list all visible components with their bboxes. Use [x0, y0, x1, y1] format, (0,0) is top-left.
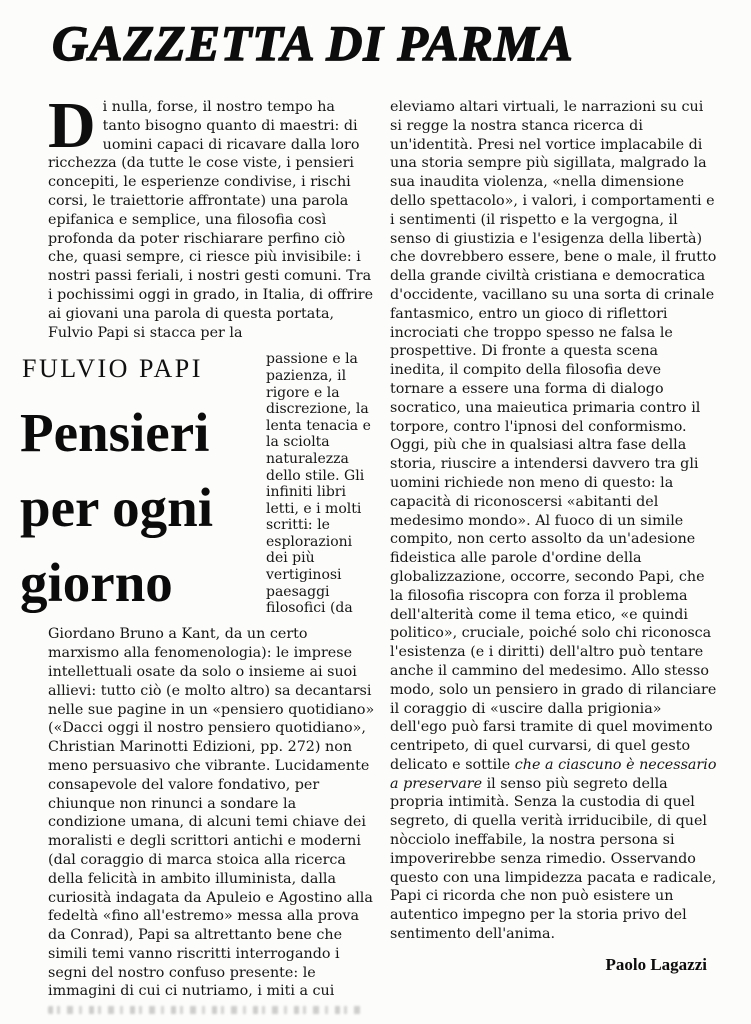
headline-wrap-section	[20, 349, 375, 620]
paragraph-right	[390, 98, 717, 944]
right-text-roman-1: eleviamo altari virtuali, le narrazioni su cui si regge la nostra stanca ricerca di un'identità. Presi nel vortice implacabile di una storia sempre più sigillata, malgrado la sua inaudita violenza, «nella dimensione dello spettacolo», i valori, i comportamenti e i sentimenti (il rispetto e la vergogna, il senso di giustizia e l'esigenza della libertà) che dovrebbero essere, bene o male, il frutto della grande civiltà cristiana e democratica d'occidente, vacillano su una sorta di crinale fantasmico, entro un gioco di riflettori incrociati che troppo spesso ne falsa le prospettive. Di fronte a questa scena inedita, il compito della filosofia deve tornare a essere una forma di dialogo socratico, una maieutica primaria contro il torpore, contro l'ipnosi del conformismo. Oggi, più che in qualsiasi altra fase della storia, riuscire a intendersi davvero tra gli uomini richiede non meno di questo: la capacità di riconoscersi «abitanti del medesimo mondo». Al fuoco di un simile compito, non certo assolto da un'adesione fideistica alle parole d'ordine della globalizzazione, occorre, secondo Papi, che la filosofia riscopra con forza il problema dell'alterità come il tema etico, «e quindi politico», cruciale, poiché solo chi riconosca l'esistenza (e i diritti) dell'altro può tentare anche il cammino del medesimo. Allo stesso modo, solo un pensiero in grado di rilanciare il coraggio di «uscire dalla prigionia» dell'ego può farsi tramite di quel movimento centripeto, di quel curvarsi, di quel gesto delicato e sottile	[390, 99, 717, 773]
headline-block	[20, 349, 256, 620]
masthead-title: GAZZETTA DI PARMA	[52, 15, 574, 71]
intro-text: i nulla, forse, il nostro tempo ha tanto bisogno quanto di maestri: di uomini capaci di ricavare dalla loro ricchezza (da tutte le cose viste, i pensieri concepiti, le esperienze condivise, i rischi corsi, le traiettorie affrontate) una parola epifanica e semplice, una filosofia così profonda da poter rischiarare perfino ciò che, quasi sempre, ci riesce più invisibile: i nostri passi feriali, i nostri gesti comuni. Tra i pochissimi oggi in grado, in Italia, di offrire ai giovani una parola di questa portata, Fulvio Papi si stacca per la	[48, 99, 374, 341]
headline-kicker: FULVIO PAPI	[22, 354, 203, 384]
wrapped-column-text: passione e la pazienza, il rigore e la discrezione, la lenta tenacia e la sciolta naturalezza dello stile. Gli infiniti libri letti, e i molti scritti: le esplorazioni dei più vertiginosi paesaggi filosofici (da	[266, 351, 371, 617]
paragraph-continuation: Giordano Bruno a Kant, da un certo marxismo alla fenomenologia): le imprese intellettuali osate da solo o insieme ai suoi allievi: tutto ciò (e molto altro) sa decantarsi nelle sue pagine in un «pensiero quotidiano» («Dacci oggi il nostro pensiero quotidiano», Christian Marinotti Edizioni, pp. 272) non meno persuasivo che vibrante. Lucidamente consapevole del valore fondativo, per chiunque non rinunci a sondare la condizione umana, di alcuni temi chiave dei moralisti e degli scrittori antichi e moderni (dal coraggio di marca stoica alla ricerca della felicità in ambito illuminista, dalla curiosità indagata da Apuleio e Agostino alla fedeltà «fino all'estremo» messa alla prova da Conrad), Papi sa altrettanto bene che simili temi vanno riscritti interrogando i segni del nostro confuso presente: le immagini di cui ci nutriamo, i miti a cui	[48, 626, 375, 1000]
paragraph-intro	[48, 89, 375, 342]
drop-cap: D	[48, 89, 96, 162]
headline-title: Pensieri per ogni giorno	[20, 401, 214, 613]
column-right	[390, 98, 717, 1014]
right-text-italic: che a ciascuno è necessario a preservare	[390, 756, 717, 792]
column-left	[20, 89, 375, 1014]
article-columns	[20, 89, 717, 1014]
cropped-line-artifact	[48, 1006, 366, 1014]
byline: Paolo Lagazzi	[605, 954, 707, 974]
right-text-roman-2: il senso più segreto della propria intimità. Senza la custodia di quel segreto, di quella verità irriducibile, di quel nòcciolo ineffabile, la nostra persona si impoverirebbe senza rimedio. Osservando questo con una limpidezza pacata e radicale, Papi ci ricorda che non può esistere un autentico impegno per la storia privo del sentimento dell'anima.	[390, 775, 717, 943]
